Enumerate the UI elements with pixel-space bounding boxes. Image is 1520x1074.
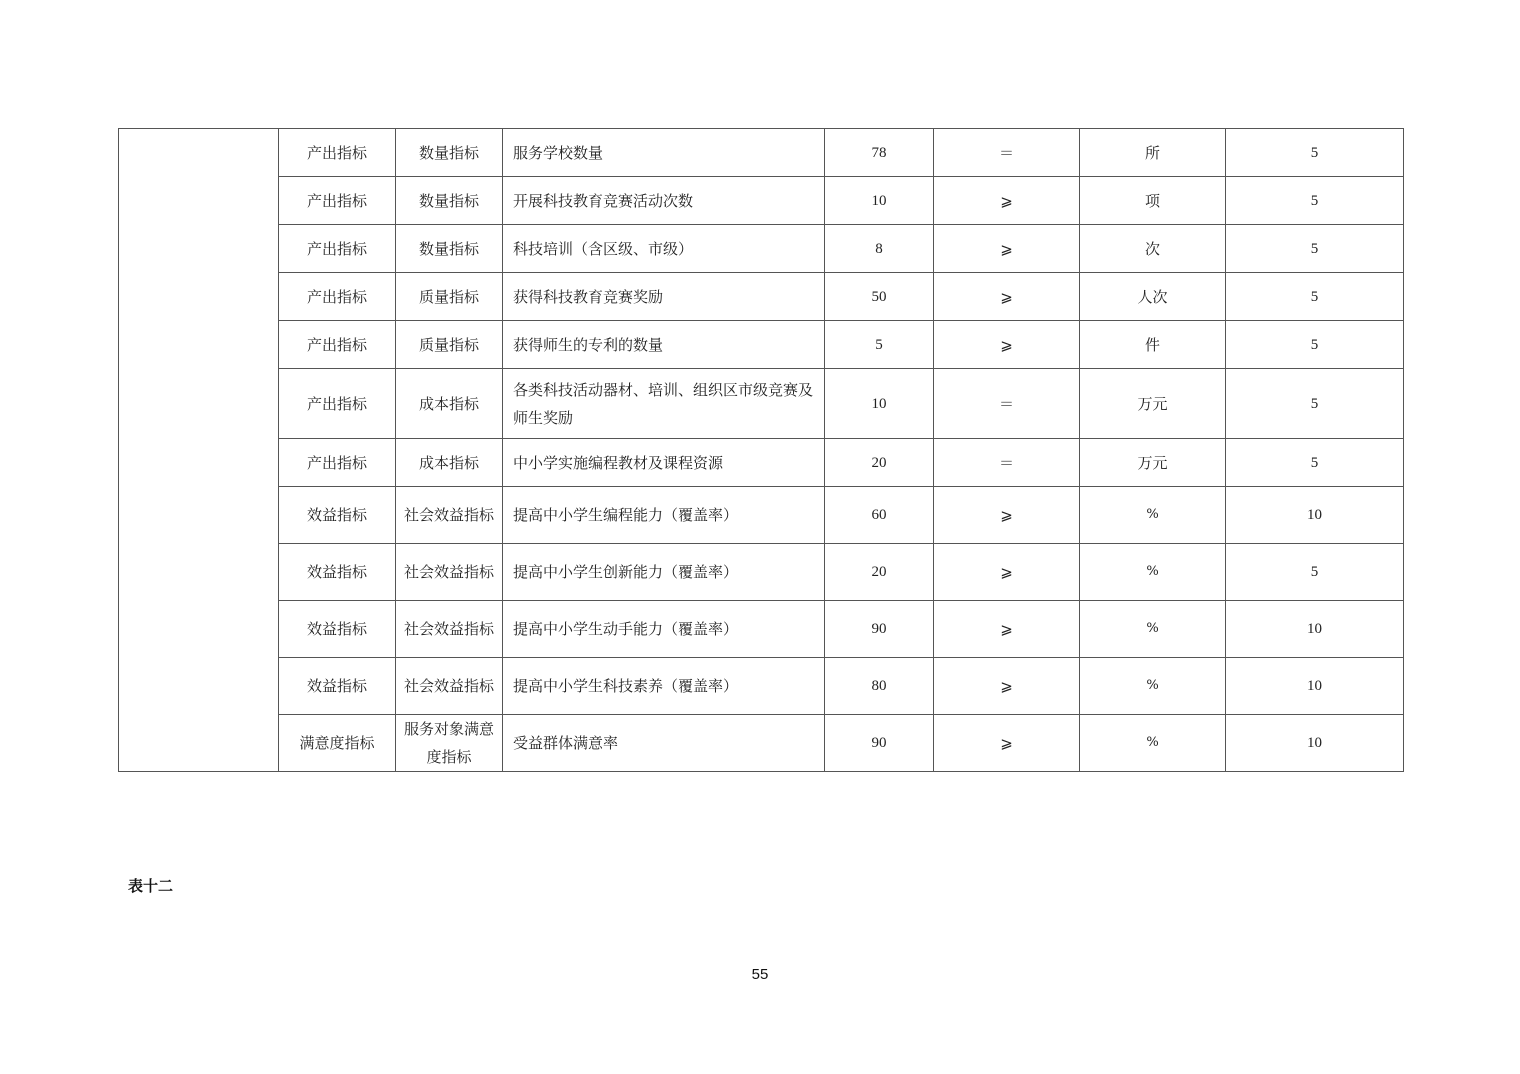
level1-indicator-cell: 满意度指标: [279, 715, 396, 772]
level2-indicator-cell: 数量指标: [396, 225, 503, 273]
relation-symbol-cell: ⩾: [934, 321, 1080, 369]
unit-cell: %: [1080, 715, 1226, 772]
unit-cell: 次: [1080, 225, 1226, 273]
target-value-cell: 80: [825, 658, 934, 715]
performance-indicator-table: [118, 128, 1404, 772]
level2-indicator-cell: 社会效益指标: [396, 544, 503, 601]
target-value-cell: 90: [825, 601, 934, 658]
level1-indicator-cell: 产出指标: [279, 129, 396, 177]
page-number: 55: [751, 966, 769, 983]
unit-cell: 件: [1080, 321, 1226, 369]
relation-symbol-cell: ⩾: [934, 715, 1080, 772]
level2-indicator-cell: 质量指标: [396, 321, 503, 369]
weight-cell: 5: [1226, 369, 1404, 439]
relation-symbol-cell: ＝: [934, 129, 1080, 177]
weight-cell: 10: [1226, 487, 1404, 544]
relation-symbol-cell: ＝: [934, 439, 1080, 487]
table-row: [119, 369, 1404, 439]
level1-indicator-cell: 产出指标: [279, 273, 396, 321]
indicator-description-cell: 开展科技教育竞赛活动次数: [503, 177, 825, 225]
level1-indicator-cell: 效益指标: [279, 487, 396, 544]
indicator-description-cell: 提高中小学生编程能力（覆盖率）: [503, 487, 825, 544]
weight-cell: 5: [1226, 273, 1404, 321]
table-row: [119, 544, 1404, 601]
weight-cell: 5: [1226, 225, 1404, 273]
target-value-cell: 10: [825, 177, 934, 225]
level1-indicator-cell: 产出指标: [279, 321, 396, 369]
table-row: [119, 715, 1404, 772]
weight-cell: 10: [1226, 658, 1404, 715]
level2-indicator-cell: 服务对象满意度指标: [396, 715, 503, 772]
relation-symbol-cell: ＝: [934, 369, 1080, 439]
target-value-cell: 10: [825, 369, 934, 439]
table-row: [119, 225, 1404, 273]
indicator-description-cell: 提高中小学生动手能力（覆盖率）: [503, 601, 825, 658]
unit-cell: 人次: [1080, 273, 1226, 321]
target-value-cell: 90: [825, 715, 934, 772]
level2-indicator-cell: 社会效益指标: [396, 658, 503, 715]
level1-indicator-cell: 产出指标: [279, 177, 396, 225]
unit-cell: %: [1080, 544, 1226, 601]
unit-cell: %: [1080, 601, 1226, 658]
target-value-cell: 78: [825, 129, 934, 177]
indicator-description-cell: 各类科技活动器材、培训、组织区市级竞赛及师生奖励: [503, 369, 825, 439]
relation-symbol-cell: ⩾: [934, 487, 1080, 544]
level2-indicator-cell: 社会效益指标: [396, 601, 503, 658]
level2-indicator-cell: 社会效益指标: [396, 487, 503, 544]
relation-symbol-cell: ⩾: [934, 273, 1080, 321]
weight-cell: 5: [1226, 439, 1404, 487]
unit-cell: 万元: [1080, 369, 1226, 439]
indicator-description-cell: 提高中小学生创新能力（覆盖率）: [503, 544, 825, 601]
relation-symbol-cell: ⩾: [934, 544, 1080, 601]
table-caption: 表十二: [128, 877, 174, 895]
indicator-description-cell: 获得师生的专利的数量: [503, 321, 825, 369]
relation-symbol-cell: ⩾: [934, 601, 1080, 658]
relation-symbol-cell: ⩾: [934, 658, 1080, 715]
table-row: [119, 177, 1404, 225]
level2-indicator-cell: 数量指标: [396, 177, 503, 225]
indicator-description-cell: 中小学实施编程教材及课程资源: [503, 439, 825, 487]
table-row: [119, 658, 1404, 715]
indicator-description-cell: 受益群体满意率: [503, 715, 825, 772]
level1-indicator-cell: 效益指标: [279, 658, 396, 715]
weight-cell: 5: [1226, 177, 1404, 225]
weight-cell: 5: [1226, 129, 1404, 177]
weight-cell: 10: [1226, 601, 1404, 658]
weight-cell: 5: [1226, 321, 1404, 369]
unit-cell: %: [1080, 487, 1226, 544]
target-value-cell: 20: [825, 439, 934, 487]
table-row: [119, 601, 1404, 658]
unit-cell: %: [1080, 658, 1226, 715]
level1-indicator-cell: 效益指标: [279, 601, 396, 658]
table-row: [119, 487, 1404, 544]
table-row: [119, 439, 1404, 487]
unit-cell: 万元: [1080, 439, 1226, 487]
weight-cell: 10: [1226, 715, 1404, 772]
relation-symbol-cell: ⩾: [934, 177, 1080, 225]
level1-indicator-cell: 产出指标: [279, 369, 396, 439]
level2-indicator-cell: 成本指标: [396, 369, 503, 439]
target-value-cell: 60: [825, 487, 934, 544]
target-value-cell: 8: [825, 225, 934, 273]
table-row: [119, 321, 1404, 369]
unit-cell: 所: [1080, 129, 1226, 177]
merged-blank-cell: [119, 129, 279, 772]
relation-symbol-cell: ⩾: [934, 225, 1080, 273]
target-value-cell: 20: [825, 544, 934, 601]
table-row: [119, 273, 1404, 321]
indicator-description-cell: 提高中小学生科技素养（覆盖率）: [503, 658, 825, 715]
indicator-description-cell: 服务学校数量: [503, 129, 825, 177]
unit-cell: 项: [1080, 177, 1226, 225]
table-row: [119, 129, 1404, 177]
indicator-description-cell: 科技培训（含区级、市级）: [503, 225, 825, 273]
target-value-cell: 5: [825, 321, 934, 369]
weight-cell: 5: [1226, 544, 1404, 601]
level2-indicator-cell: 数量指标: [396, 129, 503, 177]
target-value-cell: 50: [825, 273, 934, 321]
indicator-description-cell: 获得科技教育竞赛奖励: [503, 273, 825, 321]
level2-indicator-cell: 成本指标: [396, 439, 503, 487]
level1-indicator-cell: 产出指标: [279, 439, 396, 487]
level1-indicator-cell: 产出指标: [279, 225, 396, 273]
level1-indicator-cell: 效益指标: [279, 544, 396, 601]
level2-indicator-cell: 质量指标: [396, 273, 503, 321]
